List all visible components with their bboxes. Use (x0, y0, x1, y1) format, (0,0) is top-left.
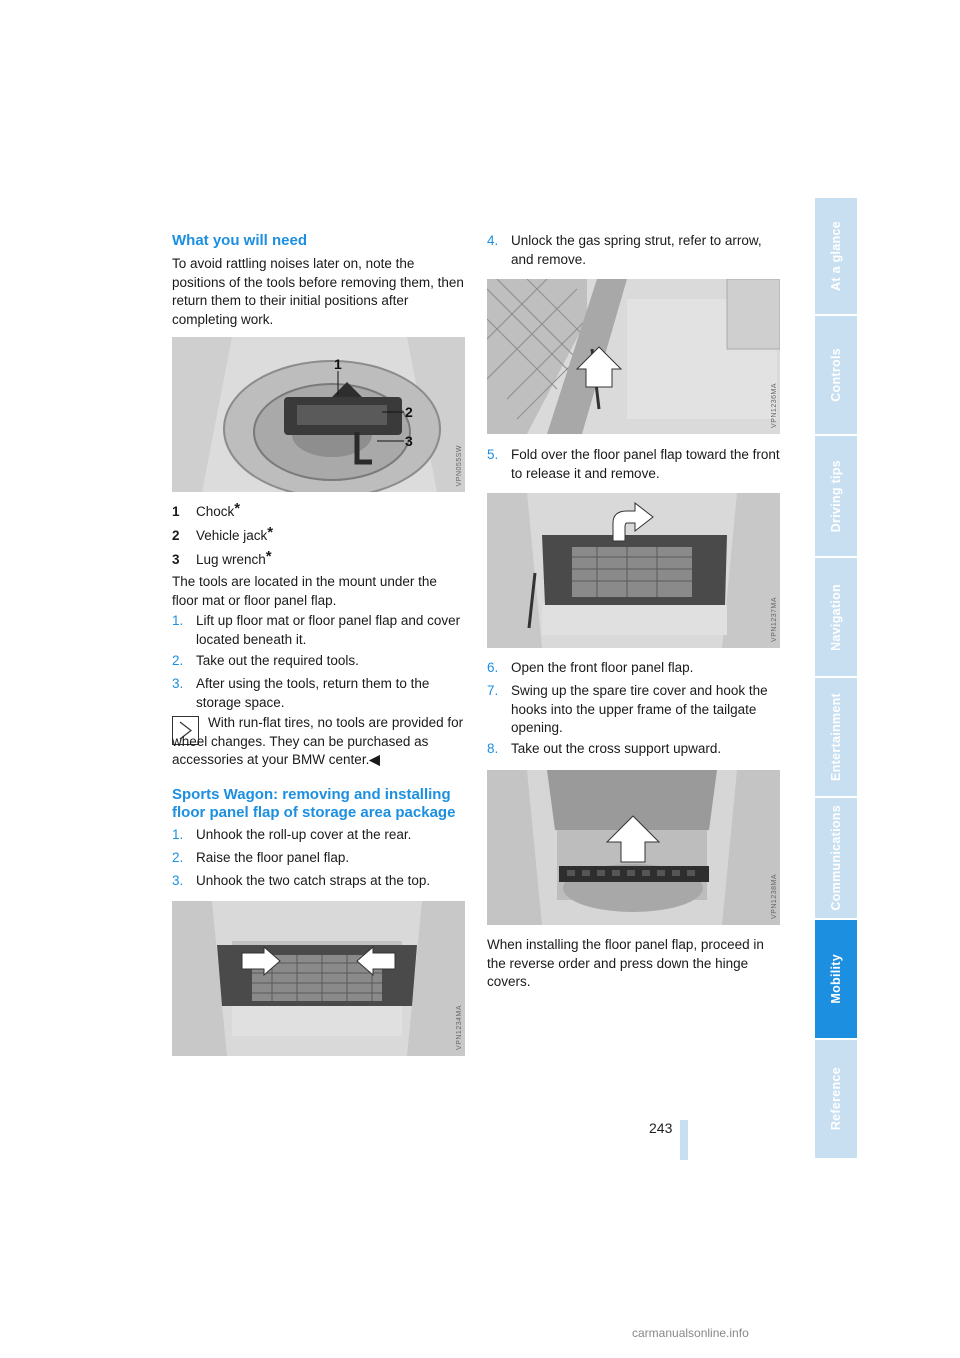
step-item: 2. Take out the required tools. (172, 653, 359, 668)
step-item: 2. Raise the floor panel flap. (172, 850, 350, 865)
run-flat-note: With run-flat tires, no tools are provided for wheel changes. They can be purchased as accessories at your BMW center.◀ (172, 715, 464, 767)
image-code: VPN1236MA (771, 383, 778, 428)
tab-entertainment[interactable]: Entertainment (815, 678, 857, 798)
cross-support-photo (487, 770, 780, 925)
intro-paragraph: To avoid rattling noises later on, note the positions of the tools before removing them, then return them to their initial positions after completing work. (172, 256, 464, 327)
tab-reference[interactable]: Reference (815, 1040, 857, 1160)
step-item: 6. Open the front floor panel flap. (487, 660, 694, 675)
gas-spring-photo (487, 279, 780, 434)
image-code: VPN1234MA (456, 1005, 463, 1050)
callout-1: 1 (334, 356, 342, 372)
step-item: 8. Take out the cross support upward. (487, 741, 722, 756)
closing-paragraph: When installing the floor panel flap, proceed in the reverse order and press down the hinge covers. (487, 937, 764, 989)
legend-item-chock: 1 Chock* (172, 500, 241, 519)
image-code: VPN055SW (456, 444, 463, 486)
legend-item-lug-wrench: 3 Lug wrench* (172, 548, 272, 567)
step-item: 3. After using the tools, return them to the storage space. (172, 676, 430, 710)
step-item: 7. Swing up the spare tire cover and hook the hooks into the upper frame of the tailgate opening. (487, 683, 768, 735)
page-number: 243 (649, 1120, 673, 1136)
footer-watermark[interactable]: carmanualsonline.info (632, 1326, 749, 1340)
tab-navigation[interactable]: Navigation (815, 558, 857, 678)
tab-mobility[interactable]: Mobility (815, 920, 857, 1040)
tab-communications[interactable]: Communications (815, 798, 857, 920)
callout-3: 3 (405, 433, 413, 449)
fold-flap-photo (487, 493, 780, 648)
legend-item-vehicle-jack: 2 Vehicle jack* (172, 524, 274, 543)
callout-2: 2 (405, 404, 413, 420)
section-heading-sports-wagon: Sports Wagon: removing and installing floor panel flap of storage area package (172, 786, 456, 821)
image-code: VPN1238MA (771, 874, 778, 919)
page-marker-bar (680, 1120, 688, 1160)
step-item: 3. Unhook the two catch straps at the top. (172, 873, 431, 888)
step-item: 5. Fold over the floor panel flap toward the front to release it and remove. (487, 447, 780, 481)
tab-driving-tips[interactable]: Driving tips (815, 436, 857, 558)
step-item: 1. Unhook the roll-up cover at the rear. (172, 827, 412, 842)
step-item: 1. Lift up floor mat or floor panel flap and cover located beneath it. (172, 613, 461, 647)
section-heading-tools: What you will need (172, 232, 308, 249)
tab-controls[interactable]: Controls (815, 316, 857, 436)
catch-straps-photo (172, 901, 465, 1056)
tools-photo (172, 337, 465, 492)
step-item: 4. Unlock the gas spring strut, refer to arrow, and remove. (487, 233, 762, 267)
tools-location-text: The tools are located in the mount under the floor mat or floor panel flap. (172, 574, 437, 608)
tab-at-a-glance[interactable]: At a glance (815, 198, 857, 316)
image-code: VPN1237MA (771, 597, 778, 642)
